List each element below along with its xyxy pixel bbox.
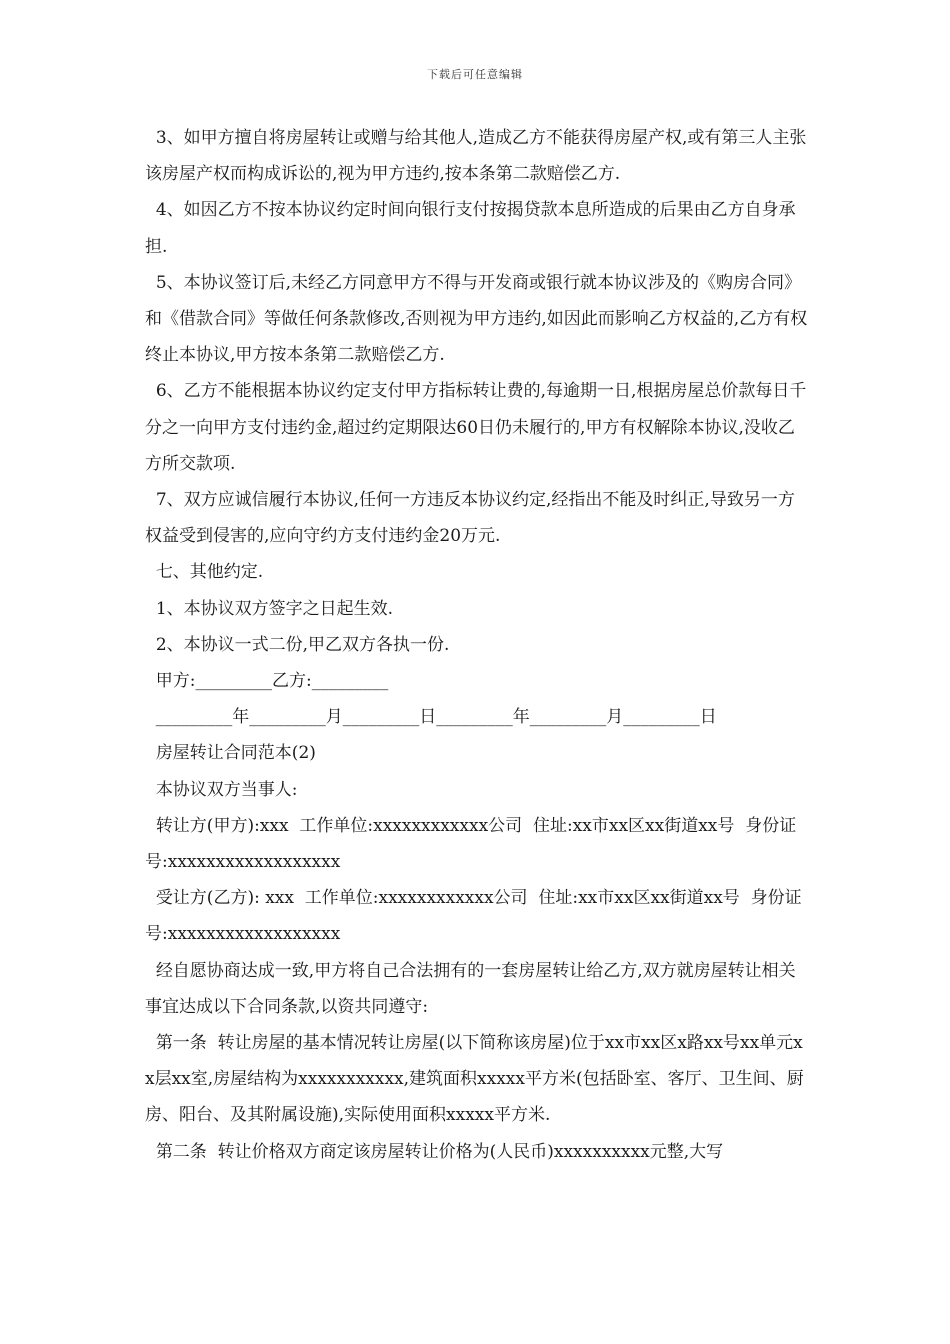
clause-7-paragraph: 7、双方应诚信履行本协议,任何一方违反本协议约定,经指出不能及时纠正,导致另一方权益受到侵害的,应向守约方支付违约金20万元.	[145, 490, 795, 547]
clause-3-paragraph: 3、如甲方擅自将房屋转让或赠与给其他人,造成乙方不能获得房屋产权,或有第三人主张该房屋产权而构成诉讼的,视为甲方违约,按本条第二款赔偿乙方.	[145, 128, 807, 185]
page-header: 下载后可任意编辑	[427, 68, 523, 81]
signature-line: 甲方:_________乙方:_________	[145, 671, 389, 692]
section-7-heading: 七、其他约定.	[145, 562, 264, 583]
clause-6-paragraph: 6、乙方不能根据本协议约定支付甲方指标转让费的,每逾期一日,根据房屋总价款每日千分之一向甲方支付违约金,超过约定期限达60日仍未履行的,甲方有权解除本协议,没收乙方所交款项.	[145, 381, 807, 474]
parties-heading: 本协议双方当事人:	[145, 779, 298, 800]
article-1-paragraph: 第一条 转让房屋的基本情况转让房屋(以下简称该房屋)位于xx市xx区x路xx号xx单元xx层xx室,房屋结构为xxxxxxxxxxx,建筑面积xxxxx平方米(包括卧室、客厅、卫生间、厨房、阳台、及其附属设施),实际使用面积xxxxx平方米.	[145, 1033, 804, 1126]
clause-4-paragraph: 4、如因乙方不按本协议约定时间向银行支付按揭贷款本息所造成的后果由乙方自身承担.	[145, 200, 796, 257]
article-2-paragraph: 第二条 转让价格双方商定该房屋转让价格为(人民币)xxxxxxxxxx元整,大写	[145, 1141, 724, 1162]
other-clause-1: 1、本协议双方签字之日起生效.	[145, 598, 394, 619]
other-clause-2: 2、本协议一式二份,甲乙双方各执一份.	[145, 634, 450, 655]
transferor-info: 转让方(甲方):xxx 工作单位:xxxxxxxxxxxx公司 住址:xx市xx区xx街道xx号 身份证号:xxxxxxxxxxxxxxxxxx	[145, 815, 797, 873]
transferee-info: 受让方(乙方): xxx 工作单位:xxxxxxxxxxxx公司 住址:xx市xx区xx街道xx号 身份证号:xxxxxxxxxxxxxxxxxx	[145, 888, 802, 945]
preamble-paragraph: 经自愿协商达成一致,甲方将自己合法拥有的一套房屋转让给乙方,双方就房屋转让相关事宜达成以下合同条款,以资共同遵守:	[145, 960, 796, 1017]
date-line: _________年_________月_________日_________年_________月_________日	[145, 707, 717, 728]
document-body	[145, 120, 809, 1170]
clause-5-paragraph: 5、本协议签订后,未经乙方同意甲方不得与开发商或银行就本协议涉及的《购房合同》和《借款合同》等做任何条款修改,否则视为甲方违约,如因此而影响乙方权益的,乙方有权终止本协议,甲方按本条第二款赔偿乙方.	[145, 272, 808, 366]
contract-title: 房屋转让合同范本(2)	[145, 743, 316, 764]
